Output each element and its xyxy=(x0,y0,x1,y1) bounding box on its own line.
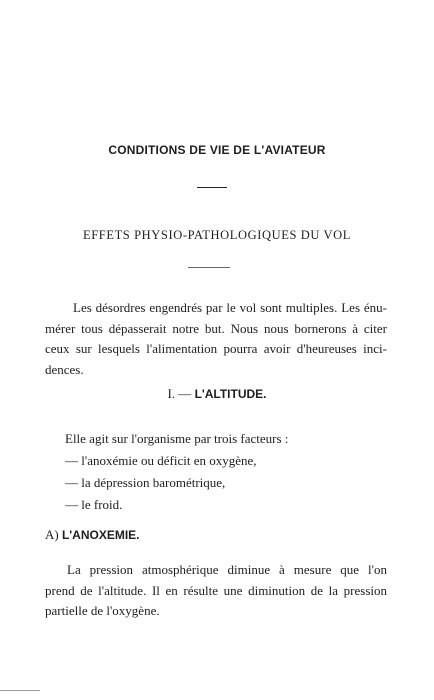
section-heading xyxy=(0,386,434,402)
intro-line: Les désordres engendrés par le vol sont multiples. Les énu- xyxy=(73,300,387,315)
anoxemie-line: La pression atmosphérique diminue à mesure que l'on xyxy=(67,562,387,577)
intro-line: ceux sur lesquels l'alimentation pourra avoir d'heureuses inci- xyxy=(45,341,387,356)
subsection-letter: A) xyxy=(45,527,59,542)
list-item: — la dépression barométrique, xyxy=(65,475,226,490)
subsection-title: L'ANOXEMIE. xyxy=(61,528,140,542)
chapter-subtitle: EFFETS PHYSIO-PATHOLOGIQUES DU VOL xyxy=(83,228,351,242)
section-number: I. — xyxy=(167,386,192,401)
anoxemie-line: partielle de l'oxygène. xyxy=(45,603,160,618)
intro-paragraph xyxy=(45,298,387,380)
subtitle-divider xyxy=(188,267,230,268)
intro-line: mérer tous dépasserait notre but. Nous nous bornerons à citer xyxy=(45,320,387,336)
intro-line: dences. xyxy=(45,361,84,377)
page-edge-mark xyxy=(0,690,40,691)
subsection-heading xyxy=(45,527,140,543)
anoxemie-paragraph xyxy=(45,560,387,622)
factors-lead: Elle agit sur l'organisme par trois facteurs : xyxy=(65,431,289,446)
list-item: — l'anoxémie ou déficit en oxygène, xyxy=(65,453,257,468)
factors-list xyxy=(65,428,288,516)
section-title: L'ALTITUDE. xyxy=(194,387,267,401)
page-title: CONDITIONS DE VIE DE L'AVIATEUR xyxy=(108,143,326,157)
list-item: — le froid. xyxy=(65,497,123,512)
title-divider xyxy=(197,187,227,188)
anoxemie-line: prend de l'altitude. Il en résulte une diminution de la pression xyxy=(45,582,387,598)
